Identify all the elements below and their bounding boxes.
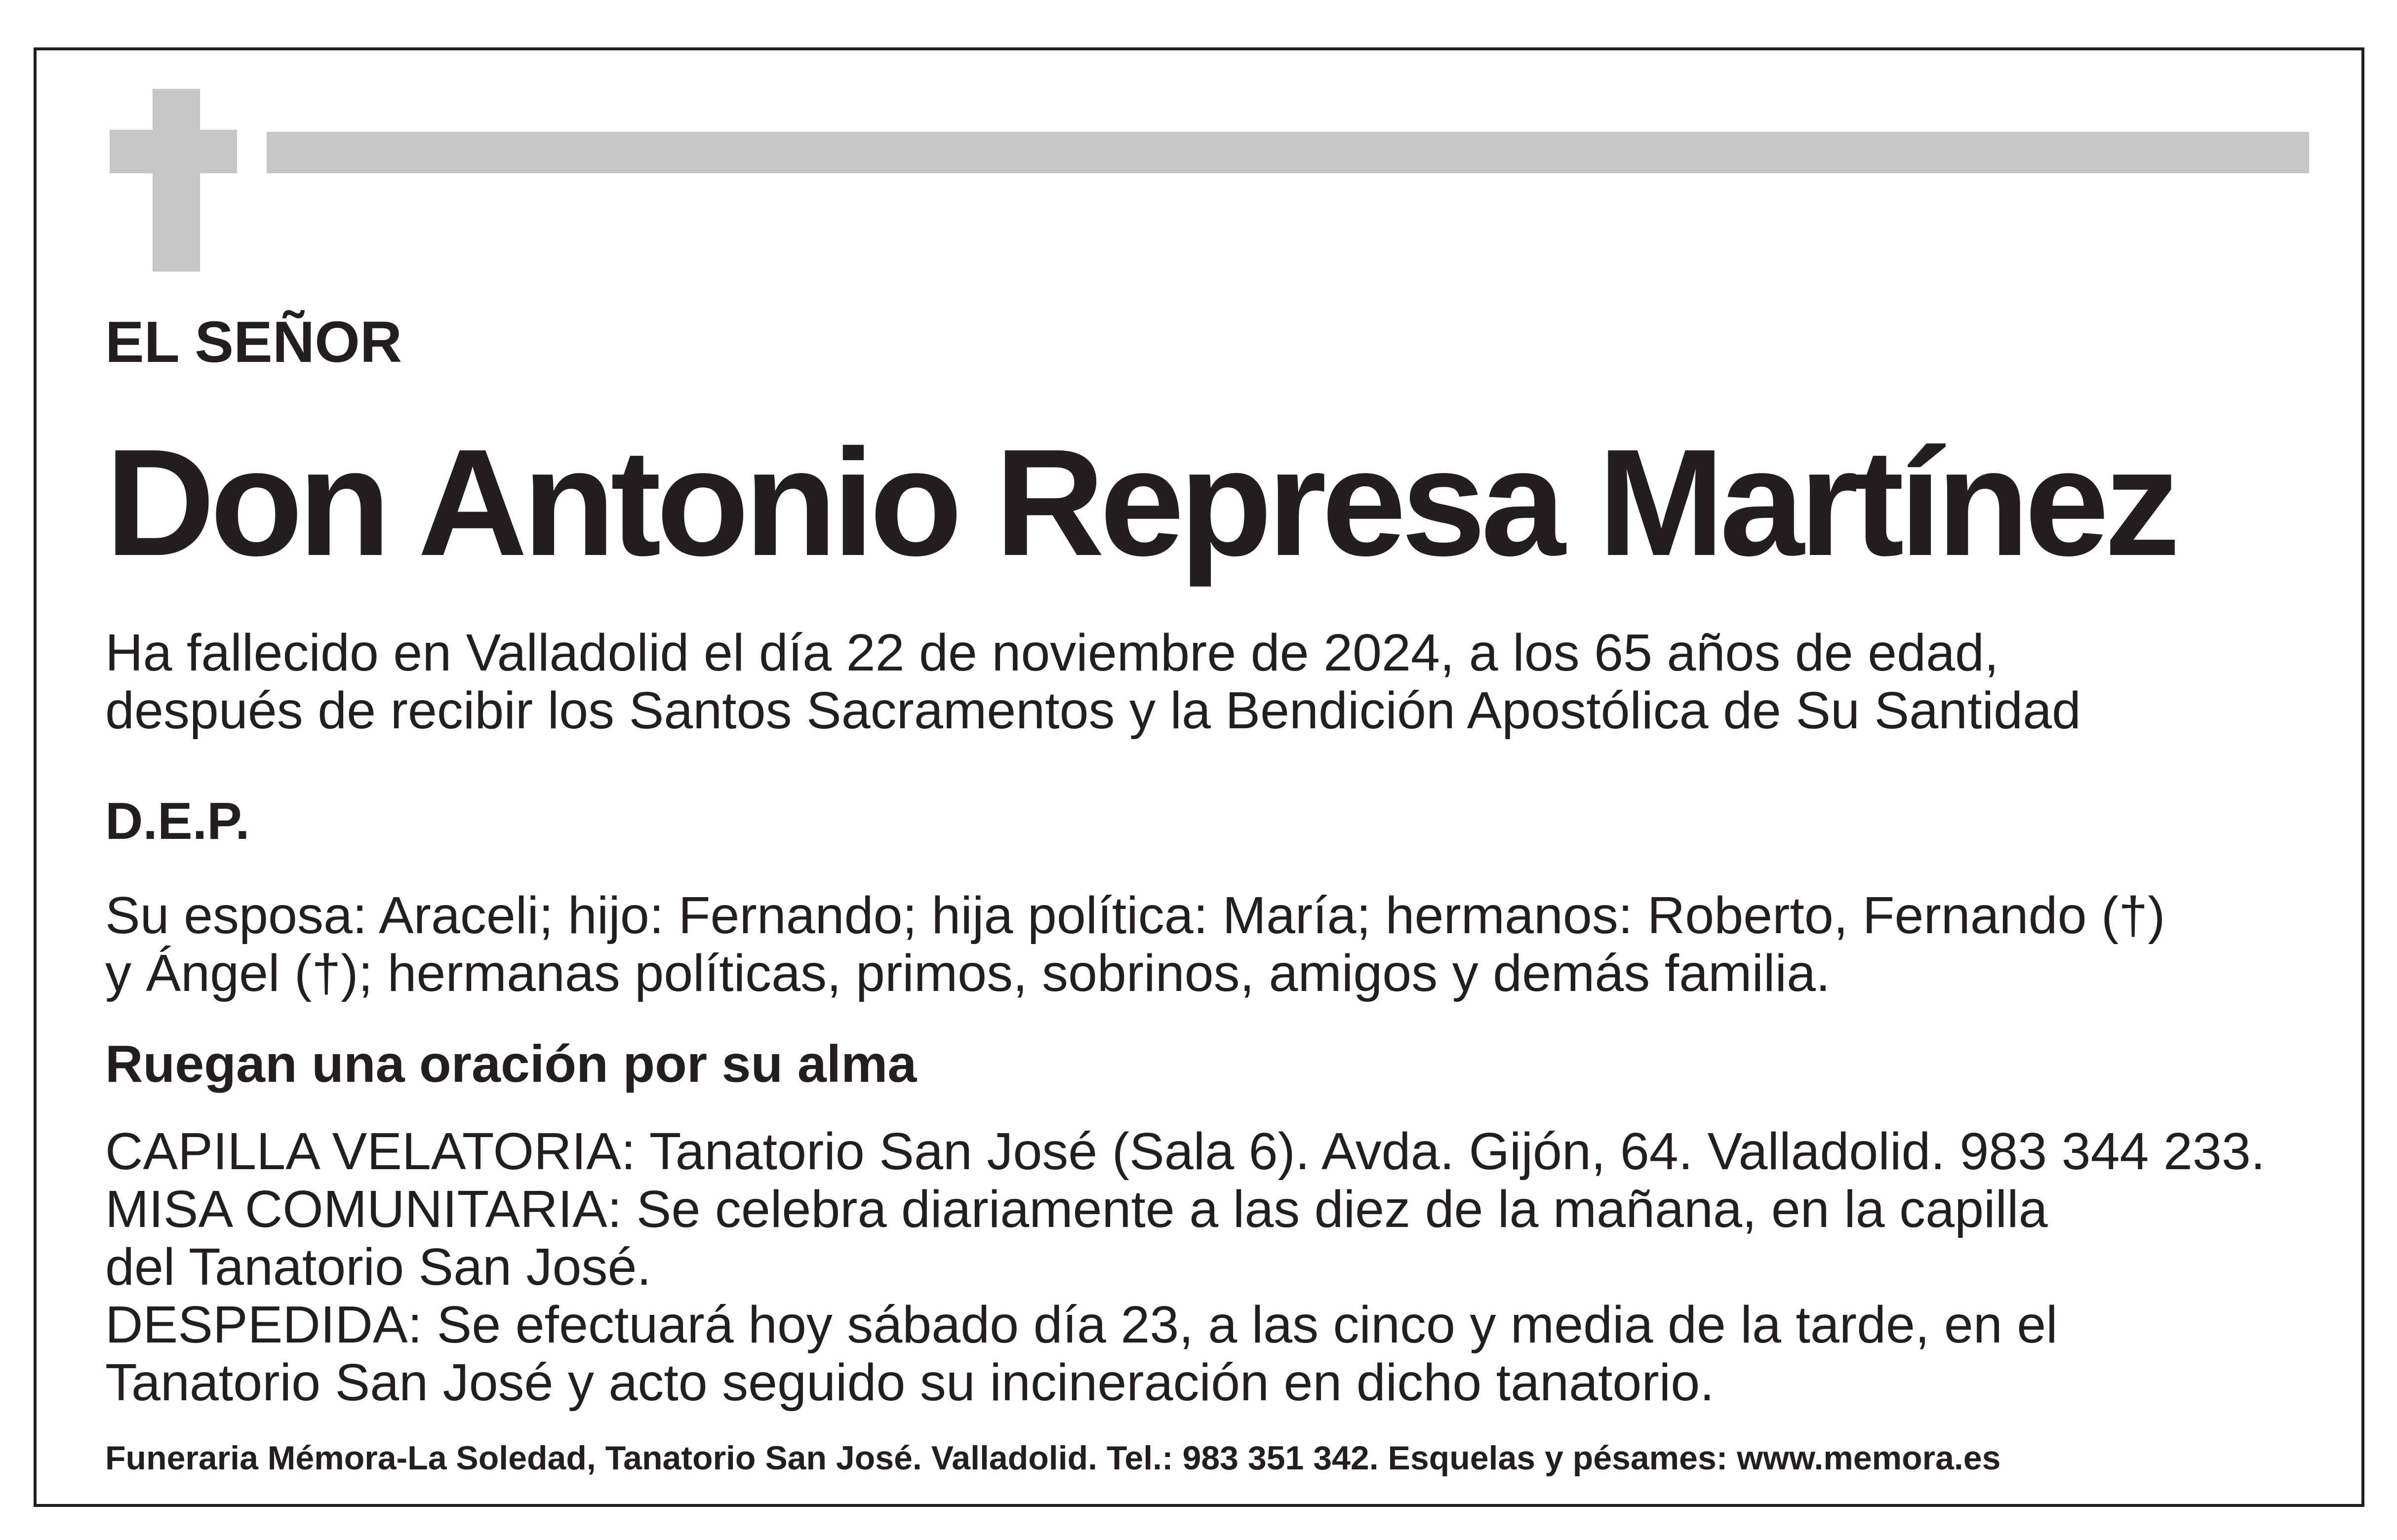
service-line: del Tanatorio San José. [105, 1238, 651, 1296]
service-line: CAPILLA VELATORIA: Tanatorio San José (Sala 6). Avda. Gijón, 64. Valladolid. 983 344 233. [105, 1122, 2266, 1181]
service-line: Tanatorio San José y acto seguido su incineración en dicho tanatorio. [105, 1353, 1715, 1412]
announcement-line: Ha fallecido en Valladolid el día 22 de noviembre de 2024, a los 65 años de edad, [105, 624, 1999, 682]
announcement-line: después de recibir los Santos Sacramentos y la Bendición Apostólica de Su Santidad [105, 681, 2081, 740]
cross-icon-arm [110, 130, 237, 173]
death-announcement [105, 624, 2081, 740]
prayer-request: Ruegan una oración por su alma [105, 1035, 917, 1093]
deceased-name: Don Antonio Represa Martínez [105, 418, 2176, 588]
family-line: Su esposa: Araceli; hijo: Fernando; hija política: María; hermanos: Roberto, Fernando (†) [105, 886, 2165, 945]
service-line: MISA COMUNITARIA: Se celebra diariamente a las diez de la mañana, en la capilla [105, 1180, 2048, 1238]
family-line: y Ángel (†); hermanas políticas, primos, sobrinos, amigos y demás familia. [105, 944, 1831, 1002]
service-details [105, 1123, 2265, 1412]
funeral-home-footer: Funeraria Mémora-La Soledad, Tanatorio San José. Valladolid. Tel.: 983 351 342. Esquelas y pésames: www.memora.es [105, 1439, 2001, 1477]
title-label: EL SEÑOR [105, 310, 402, 375]
cross-icon [153, 89, 200, 272]
family-list [105, 887, 2165, 1002]
rest-in-peace: D.E.P. [105, 792, 250, 850]
header-rule [267, 132, 2309, 173]
service-line: DESPEDIDA: Se efectuará hoy sábado día 23, a las cinco y media de la tarde, en el [105, 1296, 2058, 1354]
